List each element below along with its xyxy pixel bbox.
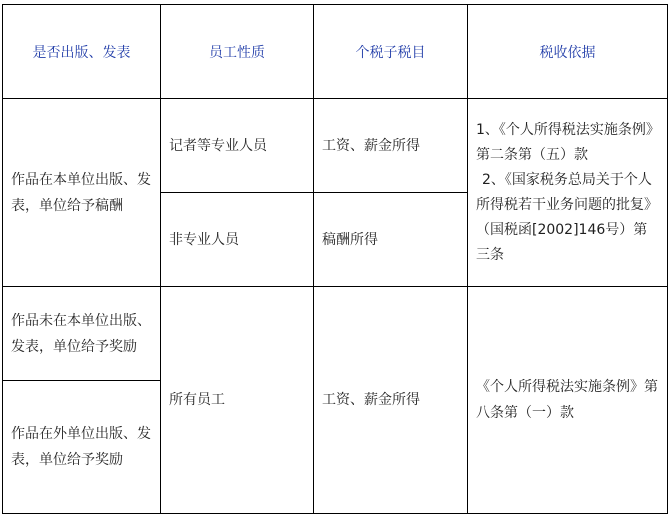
tax-item-wages-2: 工资、薪金所得 <box>314 287 468 514</box>
table-row <box>3 287 668 381</box>
tax-item-royalty: 稿酬所得 <box>314 193 468 287</box>
header-publication: 是否出版、发表 <box>3 5 161 99</box>
nature-non-professional: 非专业人员 <box>161 193 314 287</box>
case-own-unit-published: 作品在本单位出版、发表，单位给予稿酬 <box>3 99 161 287</box>
header-employee-nature: 员工性质 <box>161 5 314 99</box>
basis-text-1: 1、《个人所得税法实施条例》第二条第（五）款 <box>476 121 653 163</box>
case-not-published-own-unit: 作品未在本单位出版、发表，单位给予奖励 <box>3 287 161 381</box>
nature-professional: 记者等专业人员 <box>161 99 314 193</box>
header-row <box>3 5 668 99</box>
basis-cell-2: 《个人所得税法实施条例》第八条第（一）款 <box>468 287 668 514</box>
tax-basis-table <box>2 4 668 514</box>
header-tax-item: 个税子税目 <box>314 5 468 99</box>
nature-all-employees: 所有员工 <box>161 287 314 514</box>
basis-text-2: 2、《国家税务总局关于个人所得税若干业务问题的批复》（国税函[2002]146号）第三条 <box>476 171 658 263</box>
case-published-other-unit: 作品在外单位出版、发表，单位给予奖励 <box>3 381 161 514</box>
tax-item-wages: 工资、薪金所得 <box>314 99 468 193</box>
header-tax-basis: 税收依据 <box>468 5 668 99</box>
basis-cell-1 <box>468 99 668 287</box>
table-row <box>3 99 668 193</box>
